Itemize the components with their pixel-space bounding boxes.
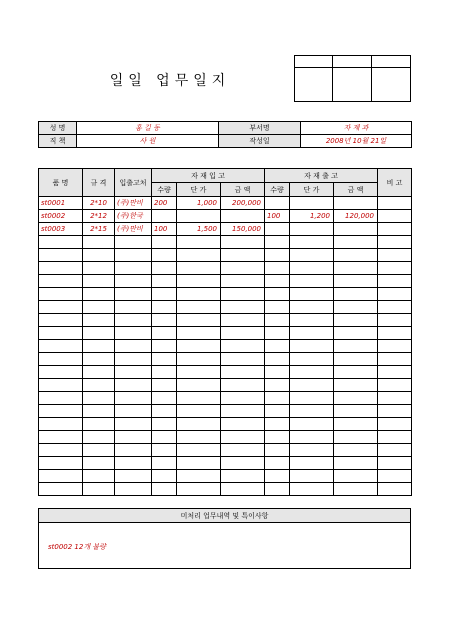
empty-cell — [334, 301, 378, 314]
empty-cell — [221, 444, 265, 457]
empty-cell — [265, 236, 290, 249]
empty-cell — [83, 262, 115, 275]
table-row-empty — [39, 418, 412, 431]
empty-cell — [83, 366, 115, 379]
empty-cell — [115, 457, 152, 470]
empty-cell — [115, 483, 152, 496]
table-row — [39, 210, 412, 223]
col-header-in-group: 자 재 입 고 — [152, 169, 265, 183]
empty-cell — [115, 236, 152, 249]
empty-cell — [290, 431, 334, 444]
empty-cell — [83, 405, 115, 418]
empty-cell — [290, 470, 334, 483]
empty-cell — [265, 340, 290, 353]
empty-cell — [83, 288, 115, 301]
cell-item: st0001 — [39, 197, 83, 210]
date-label: 작성일 — [219, 135, 301, 148]
table-row-empty — [39, 444, 412, 457]
empty-cell — [221, 392, 265, 405]
table-row-empty — [39, 366, 412, 379]
cell-in-amount: 150,000 — [221, 223, 265, 236]
empty-cell — [83, 418, 115, 431]
empty-cell — [378, 431, 412, 444]
empty-cell — [221, 457, 265, 470]
empty-cell — [115, 431, 152, 444]
empty-cell — [152, 405, 177, 418]
empty-cell — [115, 366, 152, 379]
empty-cell — [378, 366, 412, 379]
empty-cell — [221, 249, 265, 262]
empty-cell — [83, 275, 115, 288]
empty-cell — [378, 314, 412, 327]
cell-out-qty — [265, 197, 290, 210]
empty-cell — [83, 483, 115, 496]
cell-out-amount — [334, 197, 378, 210]
empty-cell — [152, 483, 177, 496]
empty-cell — [221, 405, 265, 418]
empty-cell — [115, 262, 152, 275]
table-row-empty — [39, 314, 412, 327]
empty-cell — [290, 340, 334, 353]
cell-out-qty — [265, 223, 290, 236]
cell-out-price — [290, 197, 334, 210]
empty-cell — [115, 314, 152, 327]
empty-cell — [83, 340, 115, 353]
col-header-out-price: 단 가 — [290, 183, 334, 197]
empty-cell — [221, 366, 265, 379]
empty-cell — [290, 392, 334, 405]
empty-cell — [115, 418, 152, 431]
empty-cell — [265, 262, 290, 275]
cell-in-amount — [221, 210, 265, 223]
empty-cell — [378, 470, 412, 483]
empty-cell — [334, 288, 378, 301]
empty-cell — [334, 457, 378, 470]
empty-cell — [177, 483, 221, 496]
empty-cell — [152, 366, 177, 379]
empty-cell — [83, 314, 115, 327]
col-header-in-qty: 수량 — [152, 183, 177, 197]
table-row-empty — [39, 249, 412, 262]
empty-cell — [177, 353, 221, 366]
empty-cell — [265, 418, 290, 431]
empty-cell — [221, 470, 265, 483]
empty-cell — [152, 288, 177, 301]
cell-in-price: 1,500 — [177, 223, 221, 236]
empty-cell — [290, 314, 334, 327]
cell-vendor: (주)만비 — [115, 223, 152, 236]
empty-cell — [378, 418, 412, 431]
cell-in-amount: 200,000 — [221, 197, 265, 210]
empty-cell — [83, 457, 115, 470]
empty-cell — [265, 470, 290, 483]
position-value: 사 원 — [77, 135, 219, 148]
col-header-spec: 규 격 — [83, 169, 115, 197]
empty-cell — [177, 327, 221, 340]
empty-cell — [177, 288, 221, 301]
date-value: 2008년 10월 21일 — [301, 135, 412, 148]
cell-vendor: (주)만비 — [115, 197, 152, 210]
empty-cell — [83, 444, 115, 457]
empty-cell — [290, 249, 334, 262]
empty-cell — [378, 353, 412, 366]
empty-cell — [265, 314, 290, 327]
empty-cell — [39, 340, 83, 353]
empty-cell — [115, 327, 152, 340]
table-row-empty — [39, 457, 412, 470]
cell-in-qty: 200 — [152, 197, 177, 210]
empty-cell — [177, 340, 221, 353]
table-row-empty — [39, 379, 412, 392]
approval-sign-cell — [372, 68, 411, 102]
table-row-empty — [39, 470, 412, 483]
empty-cell — [221, 353, 265, 366]
empty-cell — [378, 444, 412, 457]
empty-cell — [39, 314, 83, 327]
empty-cell — [378, 379, 412, 392]
empty-cell — [334, 431, 378, 444]
empty-cell — [334, 418, 378, 431]
empty-cell — [334, 327, 378, 340]
empty-cell — [265, 444, 290, 457]
empty-cell — [152, 457, 177, 470]
col-header-out-amount: 금 액 — [334, 183, 378, 197]
empty-cell — [39, 275, 83, 288]
empty-cell — [39, 379, 83, 392]
empty-cell — [115, 288, 152, 301]
cell-out-price — [290, 223, 334, 236]
empty-cell — [334, 275, 378, 288]
page-title: 일일 업무일지 — [109, 73, 231, 89]
empty-cell — [39, 262, 83, 275]
empty-cell — [378, 275, 412, 288]
work-log-table — [38, 168, 412, 496]
empty-cell — [83, 392, 115, 405]
empty-cell — [221, 314, 265, 327]
empty-cell — [39, 392, 83, 405]
empty-cell — [177, 392, 221, 405]
empty-cell — [221, 483, 265, 496]
empty-cell — [39, 444, 83, 457]
empty-cell — [152, 301, 177, 314]
cell-item: st0003 — [39, 223, 83, 236]
approval-sign-cell — [333, 68, 372, 102]
empty-cell — [39, 353, 83, 366]
table-row-empty — [39, 236, 412, 249]
empty-cell — [177, 262, 221, 275]
empty-cell — [39, 405, 83, 418]
cell-out-amount — [334, 223, 378, 236]
empty-cell — [39, 249, 83, 262]
table-row-empty — [39, 262, 412, 275]
dept-value: 자 재 과 — [301, 122, 412, 135]
empty-cell — [265, 392, 290, 405]
dept-label: 부서명 — [219, 122, 301, 135]
empty-cell — [152, 314, 177, 327]
empty-cell — [177, 431, 221, 444]
empty-cell — [152, 275, 177, 288]
empty-cell — [152, 379, 177, 392]
empty-cell — [83, 249, 115, 262]
cell-in-price — [177, 210, 221, 223]
empty-cell — [115, 470, 152, 483]
empty-cell — [115, 301, 152, 314]
empty-cell — [265, 483, 290, 496]
empty-cell — [221, 275, 265, 288]
empty-cell — [334, 366, 378, 379]
empty-cell — [177, 457, 221, 470]
empty-cell — [334, 379, 378, 392]
empty-cell — [152, 470, 177, 483]
empty-cell — [290, 457, 334, 470]
empty-cell — [177, 444, 221, 457]
table-row-empty — [39, 327, 412, 340]
approval-box — [294, 55, 411, 102]
cell-in-qty: 100 — [152, 223, 177, 236]
empty-cell — [83, 431, 115, 444]
empty-cell — [221, 418, 265, 431]
cell-out-qty: 100 — [265, 210, 290, 223]
empty-cell — [152, 262, 177, 275]
empty-cell — [39, 236, 83, 249]
empty-cell — [115, 379, 152, 392]
empty-cell — [290, 288, 334, 301]
empty-cell — [177, 405, 221, 418]
empty-cell — [334, 314, 378, 327]
empty-cell — [378, 457, 412, 470]
empty-cell — [83, 236, 115, 249]
empty-cell — [265, 301, 290, 314]
empty-cell — [290, 483, 334, 496]
empty-cell — [39, 431, 83, 444]
empty-cell — [39, 301, 83, 314]
empty-cell — [221, 288, 265, 301]
empty-cell — [334, 444, 378, 457]
empty-cell — [265, 288, 290, 301]
empty-cell — [290, 405, 334, 418]
empty-cell — [152, 418, 177, 431]
empty-cell — [334, 262, 378, 275]
empty-cell — [177, 470, 221, 483]
empty-cell — [265, 457, 290, 470]
empty-cell — [290, 262, 334, 275]
empty-cell — [177, 249, 221, 262]
empty-cell — [39, 470, 83, 483]
empty-cell — [152, 327, 177, 340]
empty-cell — [177, 366, 221, 379]
empty-cell — [290, 418, 334, 431]
cell-remarks — [378, 210, 412, 223]
empty-cell — [177, 418, 221, 431]
empty-cell — [265, 405, 290, 418]
empty-cell — [221, 327, 265, 340]
empty-cell — [177, 379, 221, 392]
empty-cell — [378, 262, 412, 275]
table-row — [39, 223, 412, 236]
notes-text: st0002 12개 불량 — [48, 543, 106, 551]
cell-out-price: 1,200 — [290, 210, 334, 223]
empty-cell — [265, 275, 290, 288]
empty-cell — [177, 236, 221, 249]
empty-cell — [290, 444, 334, 457]
empty-cell — [221, 431, 265, 444]
empty-cell — [265, 327, 290, 340]
empty-cell — [334, 353, 378, 366]
col-header-out-qty: 수량 — [265, 183, 290, 197]
table-row-empty — [39, 405, 412, 418]
empty-cell — [290, 301, 334, 314]
empty-cell — [39, 366, 83, 379]
empty-cell — [378, 288, 412, 301]
approval-header-cell — [372, 56, 411, 68]
col-header-remarks: 비 고 — [378, 169, 412, 197]
empty-cell — [115, 392, 152, 405]
cell-spec: 2*15 — [83, 223, 115, 236]
empty-cell — [378, 249, 412, 262]
empty-cell — [334, 470, 378, 483]
empty-cell — [290, 366, 334, 379]
cell-spec: 2*12 — [83, 210, 115, 223]
approval-sign-cell — [295, 68, 333, 102]
empty-cell — [115, 275, 152, 288]
empty-cell — [152, 431, 177, 444]
info-table — [38, 121, 412, 148]
table-row-empty — [39, 431, 412, 444]
empty-cell — [221, 236, 265, 249]
empty-cell — [115, 405, 152, 418]
empty-cell — [83, 353, 115, 366]
approval-header-cell — [295, 56, 333, 68]
empty-cell — [221, 301, 265, 314]
table-row-empty — [39, 483, 412, 496]
col-header-in-amount: 금 액 — [221, 183, 265, 197]
empty-cell — [378, 301, 412, 314]
table-row-empty — [39, 353, 412, 366]
empty-cell — [221, 340, 265, 353]
notes-header: 미처리 업무내역 및 특이사항 — [39, 509, 411, 523]
empty-cell — [378, 483, 412, 496]
empty-cell — [378, 392, 412, 405]
empty-cell — [83, 470, 115, 483]
cell-in-price: 1,000 — [177, 197, 221, 210]
table-row-empty — [39, 275, 412, 288]
table-row-empty — [39, 340, 412, 353]
table-row — [39, 197, 412, 210]
col-header-out-group: 자 재 출 고 — [265, 169, 378, 183]
cell-vendor: (주)한국 — [115, 210, 152, 223]
empty-cell — [39, 288, 83, 301]
notes-header-table — [38, 508, 411, 523]
empty-cell — [290, 379, 334, 392]
empty-cell — [39, 327, 83, 340]
empty-cell — [378, 327, 412, 340]
cell-in-qty — [152, 210, 177, 223]
col-header-item: 품 명 — [39, 169, 83, 197]
empty-cell — [39, 457, 83, 470]
col-header-vendor: 입출고처 — [115, 169, 152, 197]
empty-cell — [334, 236, 378, 249]
empty-cell — [152, 444, 177, 457]
empty-cell — [378, 236, 412, 249]
table-row-empty — [39, 288, 412, 301]
empty-cell — [265, 379, 290, 392]
empty-cell — [265, 431, 290, 444]
empty-cell — [39, 418, 83, 431]
table-row-empty — [39, 301, 412, 314]
empty-cell — [334, 483, 378, 496]
empty-cell — [83, 301, 115, 314]
empty-cell — [265, 353, 290, 366]
empty-cell — [152, 249, 177, 262]
empty-cell — [290, 327, 334, 340]
col-header-in-price: 단 가 — [177, 183, 221, 197]
empty-cell — [152, 340, 177, 353]
empty-cell — [177, 301, 221, 314]
cell-spec: 2*10 — [83, 197, 115, 210]
cell-remarks — [378, 223, 412, 236]
empty-cell — [39, 483, 83, 496]
cell-out-amount: 120,000 — [334, 210, 378, 223]
name-value: 홍 길 동 — [77, 122, 219, 135]
empty-cell — [334, 340, 378, 353]
empty-cell — [152, 353, 177, 366]
empty-cell — [378, 405, 412, 418]
empty-cell — [265, 249, 290, 262]
name-label: 성 명 — [39, 122, 77, 135]
empty-cell — [290, 275, 334, 288]
empty-cell — [221, 262, 265, 275]
empty-cell — [290, 353, 334, 366]
empty-cell — [152, 392, 177, 405]
empty-cell — [115, 353, 152, 366]
position-label: 직 책 — [39, 135, 77, 148]
empty-cell — [115, 249, 152, 262]
empty-cell — [334, 249, 378, 262]
empty-cell — [177, 275, 221, 288]
empty-cell — [177, 314, 221, 327]
empty-cell — [115, 444, 152, 457]
table-row-empty — [39, 392, 412, 405]
empty-cell — [334, 405, 378, 418]
empty-cell — [378, 340, 412, 353]
cell-item: st0002 — [39, 210, 83, 223]
empty-cell — [83, 327, 115, 340]
empty-cell — [290, 236, 334, 249]
empty-cell — [115, 340, 152, 353]
approval-header-cell — [333, 56, 372, 68]
empty-cell — [265, 366, 290, 379]
empty-cell — [334, 392, 378, 405]
cell-remarks — [378, 197, 412, 210]
empty-cell — [83, 379, 115, 392]
empty-cell — [152, 236, 177, 249]
empty-cell — [221, 379, 265, 392]
